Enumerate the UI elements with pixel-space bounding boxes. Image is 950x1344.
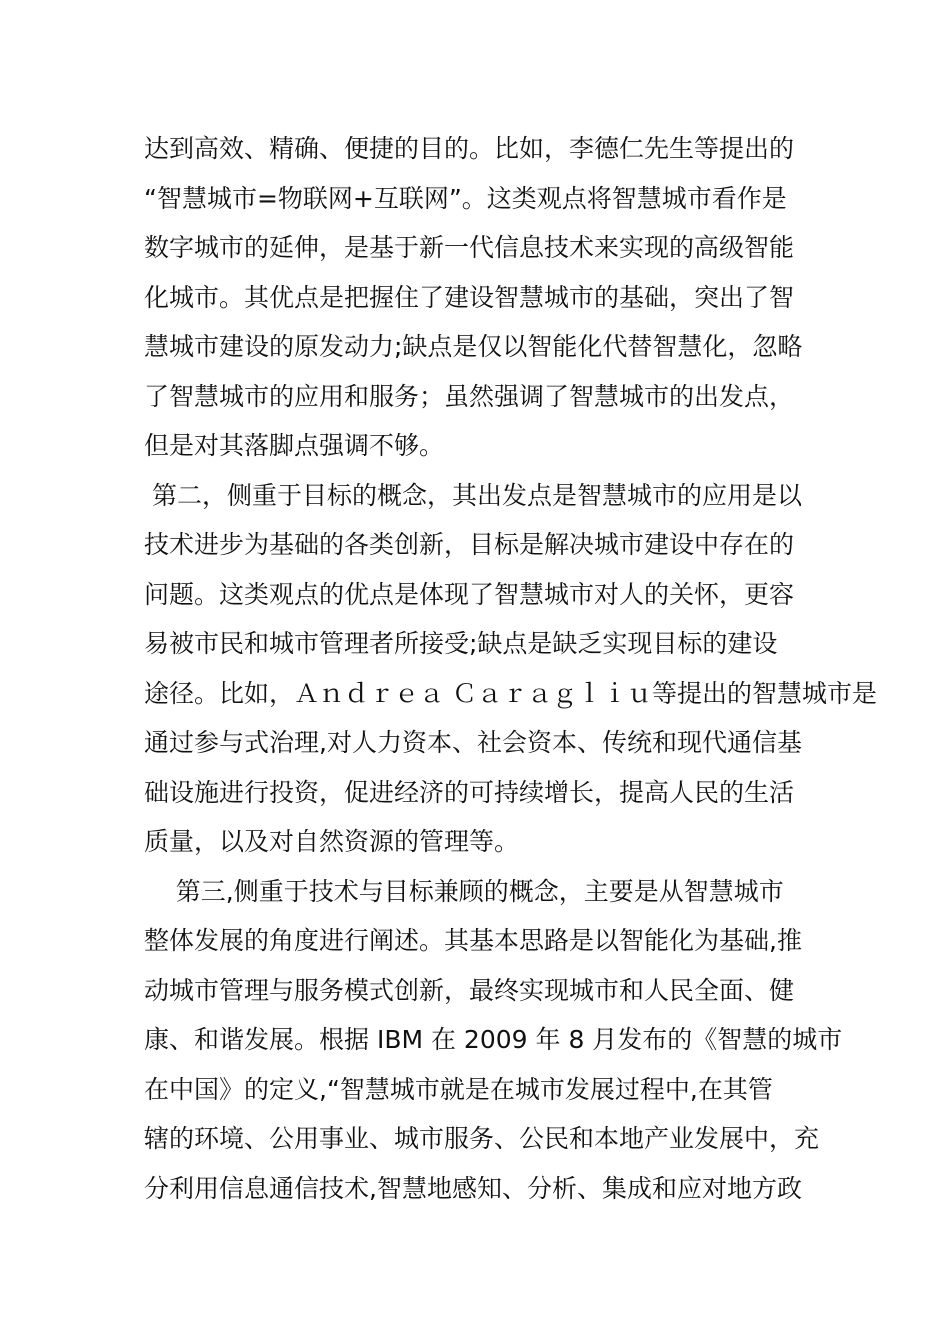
text-line: “智慧城市=物联网+互联网”。这类观点将智慧城市看作是 (144, 183, 787, 213)
body-text (144, 124, 877, 1213)
text-line: 质量，以及对自然资源的管理等。 (144, 827, 520, 856)
text-line: 问题。这类观点的优点是体现了智慧城市对人的关怀，更容 (144, 579, 795, 609)
text-line: 易被市民和城市管理者所接受;缺点是缺乏实现目标的建设 (144, 629, 778, 658)
text-line: 途径。比如，Ａｎｄｒｅａ Ｃａｒａｇｌｉｕ等提出的智慧城市是 (144, 678, 877, 708)
text-line: 分利用信息通信技术,智慧地感知、分析、集成和应对地方政 (144, 1173, 802, 1203)
text-line: 在中国》的定义,“智慧城市就是在城市发展过程中,在其管 (144, 1074, 773, 1104)
text-line: 数字城市的延伸，是基于新一代信息技术来实现的高级智能 (144, 233, 795, 262)
text-line: 但是对其落脚点强调不够。 (144, 431, 445, 460)
text-line: 辖的环境、公用事业、城市服务、公民和本地产业发展中，充 (144, 1124, 820, 1153)
text-line: 了智慧城市的应用和服务；虽然强调了智慧城市的出发点， (144, 381, 795, 411)
text-line: 慧城市建设的原发动力;缺点是仅以智能化代替智慧化，忽略 (144, 332, 803, 361)
text-line: 通过参与式治理,对人力资本、社会资本、传统和现代通信基 (144, 728, 802, 757)
text-line: 础设施进行投资，促进经济的可持续增长，提高人民的生活 (144, 777, 795, 807)
text-line: 第三,侧重于技术与目标兼顾的概念，主要是从智慧城市 (144, 876, 784, 906)
text-line: 技术进步为基础的各类创新，目标是解决城市建设中存在的 (144, 530, 795, 559)
text-line: 化城市。其优点是把握住了建设智慧城市的基础，突出了智 (144, 282, 795, 312)
text-line: 康、和谐发展。根据 IBM 在 2009 年 8 月发布的《智慧的城市 (144, 1025, 843, 1054)
text-line: 动城市管理与服务模式创新，最终实现城市和人民全面、健 (144, 975, 795, 1005)
text-line: 整体发展的角度进行阐述。其基本思路是以智能化为基础,推 (144, 926, 802, 955)
text-line: 达到高效、精确、便捷的目的。比如，李德仁先生等提出的 (144, 134, 795, 163)
text-line: 第二，侧重于目标的概念，其出发点是智慧城市的应用是以 (144, 480, 802, 510)
